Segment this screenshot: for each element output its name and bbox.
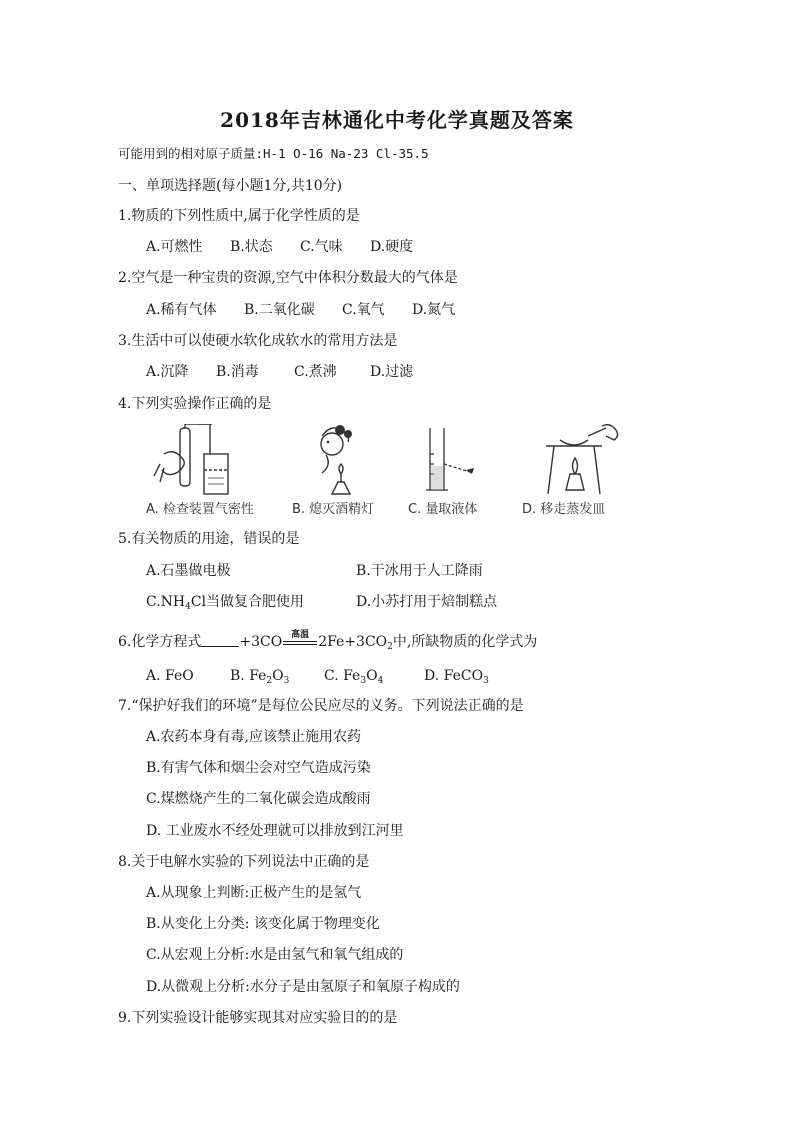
q6-condition-label: 高温 bbox=[291, 630, 310, 640]
q3-option-b: B.消毒 bbox=[216, 364, 259, 380]
question-6-stem bbox=[118, 632, 537, 652]
q8-option-b: B.从变化上分类: 该变化属于物理变化 bbox=[146, 916, 380, 932]
q6-option-c-sub2: 4 bbox=[377, 676, 384, 686]
figure-alcohol-lamp bbox=[292, 424, 372, 500]
q5-option-c-part2: Cl当做复合肥使用 bbox=[190, 594, 305, 610]
q2-option-c: C.氧气 bbox=[342, 302, 385, 318]
q6-stem-start: 6.化学方程式 bbox=[118, 634, 202, 650]
question-3-stem: 3.生活中可以使硬水软化成软水的常用方法是 bbox=[118, 333, 398, 349]
q7-option-b: B.有害气体和烟尘会对空气造成污染 bbox=[146, 760, 371, 776]
q6-option-d-feco: D. FeCO bbox=[424, 668, 484, 684]
q6-stem-reactant: +3CO bbox=[239, 634, 283, 650]
q5-option-a: A.石墨做电极 bbox=[146, 563, 231, 579]
figure-evaporating-dish bbox=[540, 424, 624, 500]
question-5-stem: 5.有关物质的用途，错误的是 bbox=[118, 531, 300, 547]
q6-option-b-o: O bbox=[272, 668, 284, 684]
q5-option-c bbox=[146, 592, 304, 612]
q8-option-d: D.从微观上分析:水分子是由氢原子和氧原子构成的 bbox=[146, 979, 460, 995]
q1-option-a: A.可燃性 bbox=[146, 239, 203, 255]
q4-caption-c: C. 量取液体 bbox=[408, 502, 478, 517]
q6-option-a: A. FeO bbox=[146, 668, 194, 684]
q1-option-d: D.硬度 bbox=[370, 239, 414, 255]
question-2-stem: 2.空气是一种宝贵的资源,空气中体积分数最大的气体是 bbox=[118, 270, 458, 286]
question-1-stem: 1.物质的下列性质中,属于化学性质的是 bbox=[118, 208, 360, 224]
q5-option-c-subscript: 4 bbox=[185, 602, 191, 612]
q6-stem-end: 中,所缺物质的化学式为 bbox=[392, 634, 538, 650]
q6-option-b-sub2: 3 bbox=[283, 676, 290, 686]
question-8-stem: 8.关于电解水实验的下列说法中正确的是 bbox=[118, 854, 370, 870]
atomic-masses-line: 可能用到的相对原子质量:H-1 O-16 Na-23 Cl-35.5 bbox=[118, 146, 429, 161]
q2-option-a: A.稀有气体 bbox=[146, 302, 217, 318]
q6-option-b-fe: B. Fe bbox=[230, 668, 267, 684]
q6-option-b bbox=[230, 666, 289, 686]
q1-option-c: C.气味 bbox=[300, 239, 343, 255]
q6-answer-blank bbox=[201, 633, 239, 647]
question-7-stem: 7.“保护好我们的环境”是每位公民应尽的义务。下列说法正确的是 bbox=[118, 698, 524, 714]
q7-option-d: D. 工业废水不经处理就可以排放到江河里 bbox=[146, 823, 404, 839]
q3-option-c: C.煮沸 bbox=[294, 364, 337, 380]
q5-option-d: D.小苏打用于焙制糕点 bbox=[356, 594, 498, 610]
figure-graduated-cylinder bbox=[420, 424, 480, 500]
q6-option-c bbox=[324, 666, 383, 686]
q4-caption-b: B. 熄灭酒精灯 bbox=[292, 502, 375, 517]
q8-option-c: C.从宏观上分析:水是由氢气和氧气组成的 bbox=[146, 947, 404, 963]
q1-option-b: B.状态 bbox=[230, 239, 273, 255]
q7-option-a: A.农药本身有毒,应该禁止施用农药 bbox=[146, 729, 362, 745]
q2-option-b: B.二氧化碳 bbox=[244, 302, 315, 318]
q4-caption-d: D. 移走蒸发皿 bbox=[522, 502, 606, 517]
q5-option-b: B.干冰用于人工降雨 bbox=[356, 563, 483, 579]
q6-option-b-sub1: 2 bbox=[266, 676, 273, 686]
q3-option-d: D.过滤 bbox=[370, 364, 414, 380]
q5-option-c-part1: C.NH bbox=[146, 594, 186, 610]
q6-reaction-arrow bbox=[282, 632, 318, 652]
q6-option-d-sub: 3 bbox=[483, 676, 489, 686]
q8-option-a: A.从现象上判断:正极产生的是氢气 bbox=[146, 885, 362, 901]
q6-option-c-sub1: 3 bbox=[360, 676, 367, 686]
q4-caption-a: A. 检查装置气密性 bbox=[146, 502, 254, 517]
q2-option-d: D.氮气 bbox=[412, 302, 456, 318]
q6-product-subscript: 2 bbox=[387, 642, 393, 652]
page-title: 2018年吉林通化中考化学真题及答案 bbox=[220, 108, 574, 132]
q6-option-c-fe: C. Fe bbox=[324, 668, 361, 684]
q7-option-c: C.煤燃烧产生的二氧化碳会造成酸雨 bbox=[146, 791, 371, 807]
question-4-stem: 4.下列实验操作正确的是 bbox=[118, 396, 272, 412]
section-heading: 一、单项选择题(每小题1分,共10分) bbox=[118, 178, 343, 194]
figure-airtightness-check bbox=[150, 424, 250, 500]
q6-option-c-o: O bbox=[366, 668, 378, 684]
q3-option-a: A.沉降 bbox=[146, 364, 189, 380]
question-9-stem: 9.下列实验设计能够实现其对应实验目的的是 bbox=[118, 1010, 398, 1026]
q6-option-d bbox=[424, 666, 489, 686]
q6-stem-product: 2Fe+3CO bbox=[318, 634, 388, 650]
